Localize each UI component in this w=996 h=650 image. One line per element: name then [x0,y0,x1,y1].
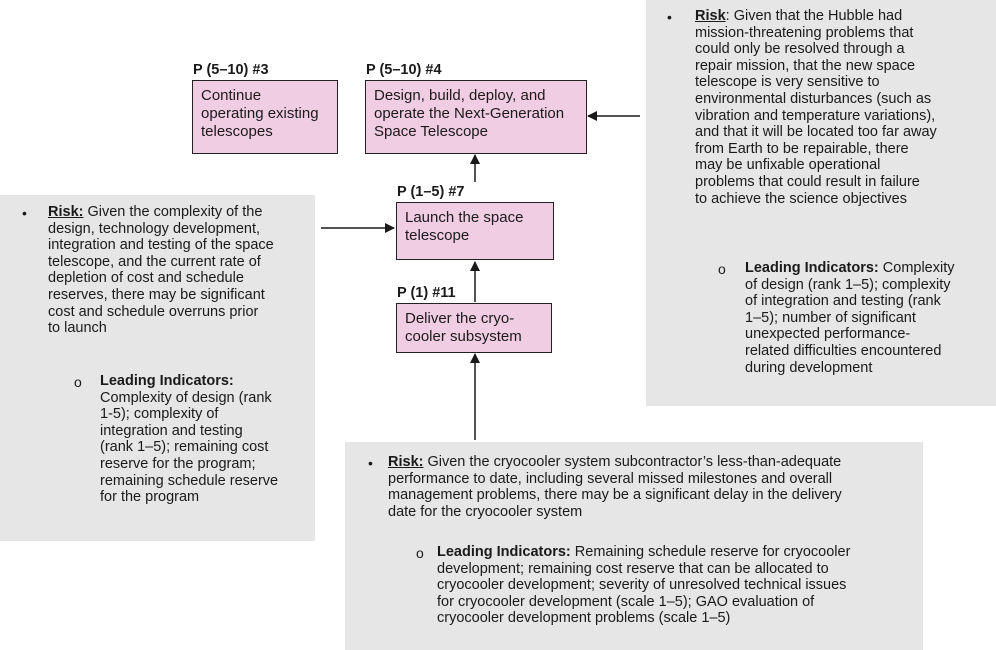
risk-right-li-line: of design (rank 1–5); complexity [745,276,951,293]
risk-left-line: integration and testing of the space [48,237,274,254]
risk-right-li-line: of integration and testing (rank [745,293,941,310]
risk-right-text [695,8,995,207]
risk-right-line: telescope is very sensitive to [695,74,880,91]
risk-right-line: mission-threatening problems that [695,24,914,41]
node-4-line: Design, build, deploy, and [374,87,546,104]
risk-left-line: depletion of cost and schedule [48,270,244,287]
risk-bottom-li-line: cryocooler development problems (scale 1–5) [437,610,731,627]
risk-bottom-sub-bullet: o [416,545,424,561]
risk-right-line: repair mission, that the new space [695,57,916,74]
risk-right-li-line: related difficulties encountered [745,342,942,359]
risk-right-li-line: 1–5); number of significant [745,309,916,326]
risk-right-sub-bullet: o [718,261,726,277]
risk-bottom-line: management problems, there may be a significant delay in the delivery [388,487,842,504]
risk-right-line: : Given that the Hubble had [725,8,903,24]
risk-bottom-line: Given the cryocooler system subcontractor’s less-than-adequate [423,454,842,470]
risk-bottom-li-line: development; remaining cost reserve that can be allocated to [437,560,829,577]
risk-left-sub-bullet: o [74,374,82,390]
risk-bottom-word: Risk: [388,454,424,470]
risk-bottom-line: date for the cryocooler system [388,503,583,520]
risk-left-line: design, technology development, [48,220,261,237]
risk-left-li-line: for the program [100,489,200,506]
node-4-line: operate the Next-Generation [374,105,565,122]
risk-bottom-bullet: • [368,455,373,471]
node-3-line: Continue [201,87,262,104]
risk-left-line: telescope, and the current rate of [48,253,261,270]
risk-left-line: to launch [48,320,107,337]
risk-bottom-li-line: cryocooler development; severity of unresolved technical issues [437,577,847,594]
risk-right-li-line: Complexity [878,260,955,276]
risk-right-line: could only be resolved through a [695,41,905,58]
risk-bottom-indicators [437,544,921,627]
node-3-line: operating existing [201,105,319,122]
risk-left-li-line: reserve for the program; [100,455,256,472]
risk-right-li-word: Leading Indicators: [745,260,879,276]
risk-left-li-line: remaining schedule reserve [100,472,279,489]
node-11-label: P (1) #11 [397,285,456,301]
risk-right-line: problems that could result in failure [695,173,920,190]
risk-right-line: vibration and temperature variations), [695,107,936,124]
node-3-label: P (5–10) #3 [193,62,269,78]
risk-right-word: Risk [695,8,726,24]
risk-bottom-li-line: for cryocooler development (scale 1–5); GAO evaluation of [437,593,815,610]
node-7-line: Launch the space [405,209,524,226]
risk-bottom-text [388,454,918,520]
risk-left-line: cost and schedule overruns prior [48,303,259,320]
risk-bottom-li-word: Leading Indicators: [437,544,571,560]
node-7-label: P (1–5) #7 [397,184,465,200]
node-3-line: telescopes [201,123,273,140]
node-4-label: P (5–10) #4 [366,62,442,78]
node-7-box [396,202,554,260]
node-11-box [396,303,552,353]
risk-left-bullet: • [22,205,27,221]
node-7-line: telescope [405,227,470,244]
risk-right-line: may be unfixable operational [695,157,881,174]
risk-left-li-line: 1-5); complexity of [100,406,219,423]
risk-right-li-line: unexpected performance- [745,326,911,343]
risk-right-li-line: during development [745,359,873,376]
node-11-line: Deliver the cryo- [405,310,515,327]
risk-left-text [48,204,313,337]
risk-right-indicators [745,260,995,376]
node-4-line: Space Telescope [374,123,488,140]
risk-left-line: Given the complexity of the [83,204,263,220]
risk-right-line: environmental disturbances (such as [695,90,932,107]
risk-left-word: Risk: [48,204,84,220]
risk-right-line: to achieve the science objectives [695,190,907,207]
node-4-box [365,80,587,154]
risk-right-bullet: • [667,9,672,25]
risk-left-li-line: (rank 1–5); remaining cost [100,439,269,456]
risk-left-line: reserves, there may be significant [48,286,265,303]
node-3-box [192,80,338,154]
node-11-line: cooler subsystem [405,328,522,345]
risk-left-li-line: Complexity of design (rank [100,389,272,406]
risk-right-line: and that it will be located too far away [695,124,937,141]
risk-left-li-word: Leading Indicators: [100,373,234,389]
risk-right-line: from Earth to be repairable, there [695,140,909,157]
risk-left-li-line: integration and testing [100,422,243,439]
risk-bottom-line: performance to date, including several missed milestones and overall [388,470,833,487]
risk-bottom-li-line: Remaining schedule reserve for cryocooler [570,544,851,560]
risk-left-indicators [100,373,312,506]
